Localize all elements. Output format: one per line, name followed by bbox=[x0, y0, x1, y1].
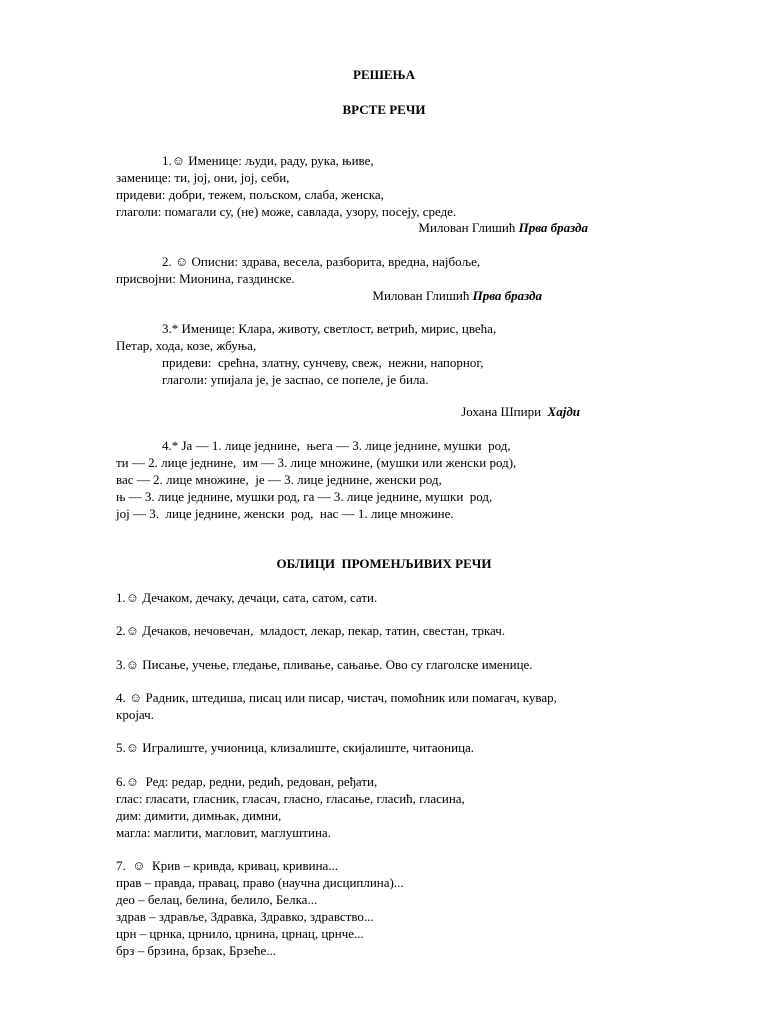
section-heading-word-types: ВРСТЕ РЕЧИ bbox=[342, 102, 426, 117]
ex4-line-3: вас — 2. лице множине, је — 3. лице једнине, женски род, bbox=[116, 472, 442, 487]
ex1-line-2: заменице: ти, јој, они, јој, себи, bbox=[116, 170, 290, 185]
page-title: РЕШЕЊА bbox=[353, 67, 415, 82]
ex1-line-1: 1.☺ Именице: људи, раду, рука, њиве, bbox=[162, 153, 374, 168]
ex4-line-5: јој — 3. лице једнине, женски род, нас — 1. лице множине. bbox=[116, 506, 454, 521]
s2-ex7-line-6: брз – брзина, брзак, Брзеће... bbox=[116, 943, 277, 958]
ex4-line-2: ти — 2. лице једнине, им — 3. лице множине, (мушки или женски род), bbox=[116, 455, 517, 470]
ex4-line-4: њ — 3. лице једнине, мушки род, га — 3. лице једнине, мушки род, bbox=[116, 489, 493, 504]
ex3-line-2: Петар, хода, козе, жбуња, bbox=[116, 338, 257, 353]
s2-ex7-line-2: прав – правда, правац, право (научна дисциплина)... bbox=[116, 875, 404, 890]
s2-ex6-line-1: 6.☺ Ред: редар, редни, редић, редован, ређати, bbox=[116, 774, 378, 789]
ex1-source: Милован Глишић Прва бразда bbox=[418, 220, 588, 235]
ex3-line-4: глаголи: упијала је, је заспао, се попеле, је била. bbox=[162, 372, 429, 387]
section-heading-changeable-words: ОБЛИЦИ ПРОМЕНЉИВИХ РЕЧИ bbox=[276, 556, 492, 571]
ex2-source: Милован Глишић Прва бразда bbox=[372, 288, 542, 303]
s2-ex4-line-1: 4. ☺ Радник, штедиша, писац или писар, чистач, помоћник или помагач, кувар, bbox=[116, 690, 557, 705]
s2-ex6-line-3: дим: димити, димњак, димни, bbox=[116, 808, 282, 823]
s2-ex1: 1.☺ Дечаком, дечаку, дечаци, сата, сатом, сати. bbox=[116, 590, 378, 605]
s2-ex3: 3.☺ Писање, учење, гледање, пливање, сањање. Ово су глаголске именице. bbox=[116, 657, 533, 672]
ex3-line-1: 3.* Именице: Клара, животу, светлост, ветрић, мирис, цвећа, bbox=[162, 321, 497, 336]
ex3-source: Јохана Шпири Хајди bbox=[461, 404, 580, 419]
s2-ex7-line-5: црн – црнка, црнило, црнина, црнац, црнче... bbox=[116, 926, 364, 941]
s2-ex4-line-2: кројач. bbox=[116, 707, 154, 722]
s2-ex6-line-4: магла: маглити, магловит, маглуштина. bbox=[116, 825, 331, 840]
ex1-line-3: придеви: добри, тежем, пољском, слаба, женска, bbox=[116, 187, 384, 202]
s2-ex7-line-1: 7. ☺ Крив – кривда, кривац, кривина... bbox=[116, 858, 339, 873]
s2-ex7-line-3: део – белац, белина, белило, Белка... bbox=[116, 892, 318, 907]
ex2-line-1: 2. ☺ Описни: здрава, весела, разборита, вредна, најбоље, bbox=[162, 254, 481, 269]
ex3-line-3: придеви: срећна, златну, сунчеву, свеж, нежни, напорног, bbox=[162, 355, 484, 370]
s2-ex5: 5.☺ Игралиште, учионица, клизалиште, скијалиште, читаоница. bbox=[116, 740, 475, 755]
s2-ex2: 2.☺ Дечаков, нечовечан, младост, лекар, пекар, татин, свестан, тркач. bbox=[116, 623, 506, 638]
s2-ex6-line-2: глас: гласати, гласник, гласач, гласно, гласање, гласић, гласина, bbox=[116, 791, 465, 806]
s2-ex7-line-4: здрав – здравље, Здравка, Здравко, здравство... bbox=[116, 909, 374, 924]
ex1-line-4: глаголи: помагали су, (не) може, савлада, узору, посеју, среде. bbox=[116, 204, 457, 219]
ex4-line-1: 4.* Ја — 1. лице једнине, њега — 3. лице једнине, мушки род, bbox=[162, 438, 511, 453]
ex2-line-2: присвојни: Мионина, газдинске. bbox=[116, 271, 295, 286]
